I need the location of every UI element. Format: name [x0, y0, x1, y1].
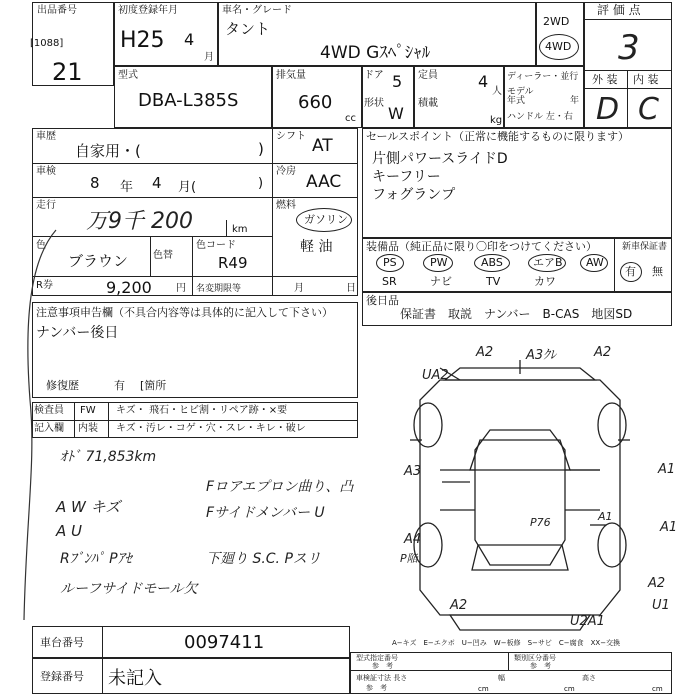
ac-label: 冷房 — [276, 166, 296, 177]
color-code-label: 色コード — [196, 240, 236, 251]
registration-value: 未記入 — [108, 668, 162, 689]
height-label: 高さ — [582, 674, 596, 682]
inspect-year: 8 — [90, 174, 100, 192]
note-front: Fロアエプロン曲り、凸 — [206, 479, 354, 495]
fuel-label: 燃料 — [276, 200, 296, 211]
recycle-amount: 9,200 — [106, 278, 152, 297]
equip-leather: カワ — [534, 275, 556, 288]
drive-4wd: 4WD — [545, 40, 572, 53]
warranty-yes: 有 — [625, 265, 636, 278]
documents-title: 後日品 — [366, 294, 399, 307]
chassis-label: 車台番号 — [40, 636, 84, 649]
inspect-close: ) — [258, 176, 264, 191]
sales-item-3: フォグランプ — [372, 187, 456, 203]
tax-label: 名変期限等 — [196, 284, 242, 294]
length-label: 車検証寸法 長さ — [356, 674, 408, 682]
load-label: 積載 — [418, 98, 438, 109]
note-member: Fサイドメンバー U — [206, 505, 325, 521]
mark-u2a1: U2A1 — [570, 614, 605, 629]
inspector-ext-items: キズ・ 飛石・ヒビ割・リペア跡・×要 — [116, 405, 288, 416]
chassis-number: 0097411 — [184, 632, 265, 653]
shift-value: AT — [312, 136, 333, 156]
note-u: A U — [56, 522, 83, 540]
model-year-unit: 年 — [570, 96, 580, 106]
color-change-label: 色替 — [153, 250, 173, 261]
usage-h-right — [272, 197, 358, 198]
score-divider — [584, 19, 672, 20]
mark-p76: P76 — [530, 516, 551, 529]
exterior-grade: D — [596, 92, 620, 127]
color-label: 色 — [36, 240, 46, 251]
mark-a2-bottom-left: A2 — [450, 598, 468, 613]
door-value: 5 — [392, 72, 403, 91]
mark-a2-bottom-right: A2 — [648, 576, 666, 591]
disp-unit: cc — [345, 113, 356, 124]
disp-label: 排気量 — [276, 70, 306, 81]
equip-navi: ナビ — [430, 275, 452, 288]
inspector-int-label: 内装 — [78, 423, 98, 434]
registration-label: 登録番号 — [40, 670, 84, 683]
mark-a2-top-left: A2 — [476, 345, 494, 360]
mileage-label: 走行 — [36, 200, 56, 211]
width-label: 幅 — [498, 674, 505, 682]
purpose-label: 車歴 — [36, 131, 56, 142]
usage-h2 — [32, 197, 272, 198]
model-year-label: モデル年式 — [507, 87, 534, 106]
mark-u1: U1 — [652, 598, 670, 613]
mark-a1-center: A1 — [598, 510, 613, 523]
inspector-v1 — [74, 402, 75, 438]
tax-day: 日 — [346, 283, 356, 294]
mark-a2-top-right: A2 — [594, 345, 612, 360]
equipment-title: 装備品（純正品に限り〇印をつけてください） — [366, 240, 597, 253]
tax-month: 月 — [294, 283, 304, 294]
shape-label: 形状 — [364, 98, 384, 109]
mileage-value: 万9千 200 — [86, 209, 193, 234]
equip-v — [614, 238, 615, 292]
sales-item-1: 片側パワースライドD — [372, 151, 508, 167]
drive-2wd: 2WD — [543, 15, 570, 28]
mark-ua2: UA2 — [422, 368, 449, 383]
interior-grade: C — [638, 92, 659, 127]
handle-label: ハンドル 左・右 — [507, 112, 573, 122]
note-lower: 下廻り S.C. Pスリ — [206, 551, 321, 567]
type-cert-ref: 参 考 — [372, 662, 393, 670]
equip-tv: TV — [486, 275, 501, 288]
class-ref: 参 考 — [530, 662, 551, 670]
equip-pw: PW — [430, 256, 448, 269]
cert-v — [508, 652, 509, 670]
inspect-month-unit: 月( — [178, 180, 197, 195]
door-label: ドア — [364, 70, 384, 81]
lot-number: 21 — [52, 58, 83, 86]
repair-label: 修復歴 — [46, 379, 79, 392]
fuel-diesel: 軽 油 — [300, 239, 333, 255]
era-year: H25 — [120, 28, 165, 53]
inspect-year-unit: 年 — [120, 180, 134, 195]
score-divider-v — [627, 70, 628, 128]
score-label: 評 価 点 — [597, 3, 641, 17]
equip-sr: SR — [382, 275, 397, 288]
note-aw: A W キズ — [56, 498, 121, 516]
documents-items: 保証書 取説 ナンバー B-CAS 地図SD — [400, 307, 633, 321]
car-grade: 4WD Gｽﾍﾟｼｬﾙ — [320, 43, 431, 63]
score-value: 3 — [618, 28, 640, 68]
inspector-label-1: 検査員 — [34, 405, 64, 416]
cert-h — [350, 670, 672, 671]
first-reg-label: 初度登録年月 — [118, 5, 178, 16]
lot-sub: [1088] — [30, 38, 64, 49]
sales-title: セールスポイント（正常に機能するものに限ります） — [366, 130, 630, 143]
warranty-label: 新車保証書 — [622, 242, 668, 252]
usage-h1 — [32, 163, 358, 164]
mark-a1-right-2: A1 — [660, 520, 678, 535]
note-bumper: Rﾌﾞﾝﾊﾟ Pｱｾ — [60, 551, 132, 567]
color-value: ブラウン — [68, 252, 129, 270]
equip-aw: AW — [586, 256, 604, 269]
length-cm: cm — [478, 685, 489, 693]
equip-abs: ABS — [481, 256, 503, 269]
diagram-legend: A−キズ E−エクボ U−凹み W−板修 S−サビ C−腐食 XX−交換 — [392, 639, 621, 647]
color-v1 — [150, 236, 151, 276]
height-cm: cm — [652, 685, 663, 693]
color-code: R49 — [218, 254, 248, 272]
mark-p-dent: P陥 — [400, 552, 418, 565]
mark-a1-right-1: A1 — [658, 462, 676, 477]
notes-title: 注意事項申告欄（不具合内容等は具体的に記入して下さい） — [36, 306, 333, 319]
inspector-label-2: 記入欄 — [34, 423, 64, 434]
repair-bracket: [箇所 — [140, 379, 167, 392]
equip-ps: PS — [383, 256, 397, 269]
inspect-label: 車検 — [36, 166, 56, 177]
inspect-month: 4 — [152, 174, 162, 192]
inspector-int-items: キズ・汚レ・コゲ・穴・スレ・キレ・破レ — [116, 423, 306, 434]
purpose-value: 自家用・( — [75, 142, 141, 160]
lot-label: 出品番号 — [37, 5, 77, 16]
shape-value: W — [388, 104, 404, 123]
mileage-unit-box — [226, 220, 227, 236]
inspector-ext-label: FW — [80, 405, 96, 416]
mileage-unit: km — [232, 224, 248, 235]
repair-value: 有 — [114, 379, 125, 392]
color-v2 — [192, 236, 193, 276]
length-ref: 参 考 — [366, 684, 387, 692]
inspector-v2 — [108, 402, 109, 438]
reg-month: 4 — [184, 30, 195, 49]
mark-a4: A4 — [404, 532, 422, 547]
disp-value: 660 — [298, 92, 333, 113]
warranty-no: 無 — [652, 265, 663, 278]
note-molding: ルーフサイドモール欠 — [60, 581, 198, 597]
car-name: タント — [225, 20, 271, 38]
cap-label: 定員 — [418, 70, 438, 81]
ac-value: AAC — [306, 172, 342, 192]
recycle-unit: 円 — [176, 283, 186, 294]
usage-h4 — [32, 276, 358, 277]
shift-label: シフト — [276, 131, 306, 142]
cap-unit: 人 — [492, 86, 502, 97]
dealer-label: ディーラー・並行 — [507, 72, 579, 82]
model-value: DBA-L385S — [138, 90, 239, 111]
recycle-label: R券 — [36, 280, 53, 291]
month-unit: 月 — [204, 52, 214, 63]
exterior-label: 外 装 — [592, 73, 618, 86]
notes-content: ナンバー後日 — [36, 325, 119, 341]
sales-item-2: キーフリー — [372, 169, 441, 185]
recycle-v — [192, 276, 193, 296]
bracket-curve — [0, 200, 70, 650]
purpose-close: ) — [258, 140, 264, 158]
model-label: 型式 — [118, 70, 138, 81]
mark-a3-left: A3 — [404, 464, 422, 479]
interior-label: 内 装 — [633, 73, 659, 86]
car-diagram — [370, 340, 670, 640]
class-label: 類別区分番号 — [514, 654, 556, 662]
type-cert-label: 型式指定番号 — [356, 654, 398, 662]
cap-value: 4 — [478, 72, 489, 91]
mark-a3-top: A3ｸﾚ — [526, 348, 557, 363]
width-cm: cm — [564, 685, 575, 693]
load-unit: kg — [490, 115, 503, 126]
inspector-h — [32, 420, 358, 421]
usage-v-divider — [272, 128, 273, 296]
car-grade-label: 車名・グレード — [222, 5, 292, 16]
fuel-gasoline: ガソリン — [304, 213, 348, 226]
note-odometer: ｵﾄﾞ 71,853km — [60, 449, 157, 465]
equip-airbag: エアB — [533, 256, 563, 269]
